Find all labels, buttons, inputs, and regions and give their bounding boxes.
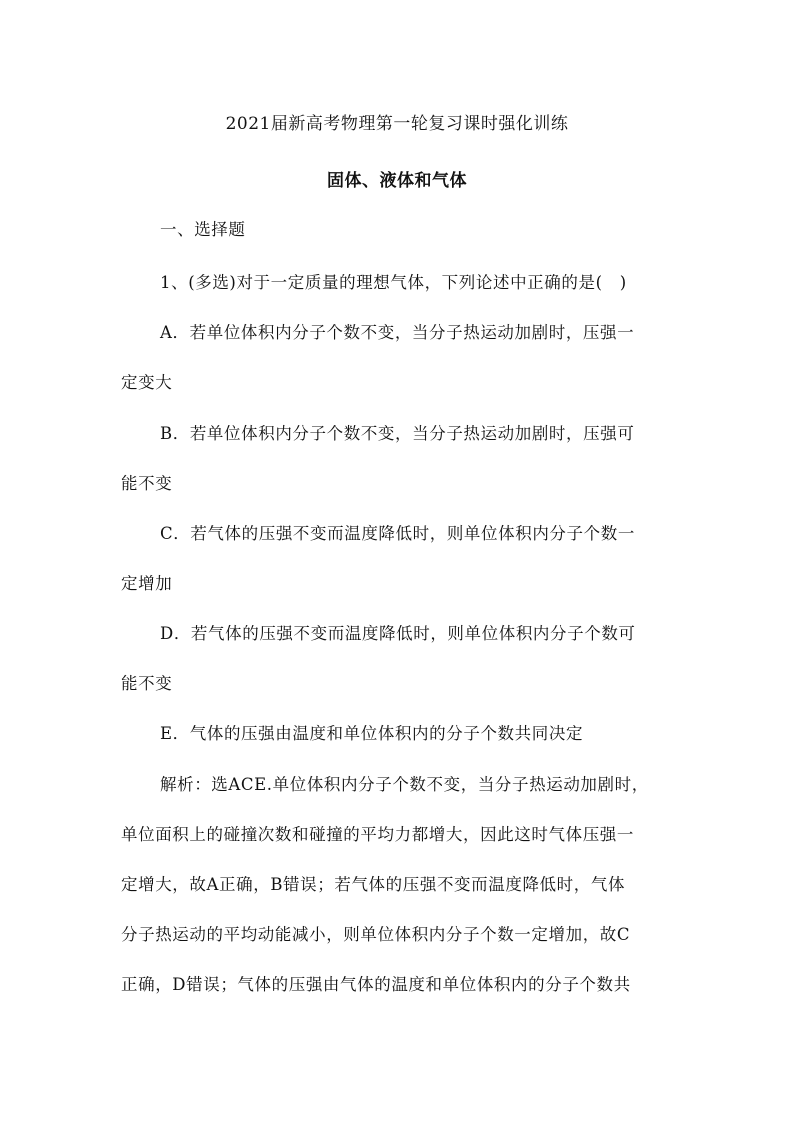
option-a-line2: 定变大: [121, 373, 173, 392]
option-c-line1: C．若气体的压强不变而温度降低时，则单位体积内分子个数一: [160, 524, 635, 543]
analysis-line: 单位面积上的碰撞次数和碰撞的平均力都增大，因此这时气体压强一: [121, 825, 634, 844]
analysis-line: 正确，D错误；气体的压强由气体的温度和单位体积内的分子个数共: [121, 975, 631, 994]
section-heading: 一、选择题: [160, 220, 246, 239]
option-a-line1: A．若单位体积内分子个数不变，当分子热运动加剧时，压强一: [160, 323, 635, 342]
option-d-line2: 能不变: [121, 674, 173, 693]
analysis-line: 分子热运动的平均动能减小，则单位体积内分子个数一定增加，故C: [121, 925, 631, 944]
document-title: 2021届新高考物理第一轮复习课时强化训练: [225, 114, 569, 134]
option-e-line1: E．气体的压强由温度和单位体积内的分子个数共同决定: [160, 724, 584, 743]
option-c-line2: 定增加: [121, 574, 173, 593]
analysis-line: 定增大，故A正确，B错误；若气体的压强不变而温度降低时，气体: [121, 875, 626, 894]
analysis-line: 解析：选ACE.单位体积内分子个数不变，当分子热运动加剧时，: [160, 775, 649, 794]
document-subtitle: 固体、液体和气体: [327, 171, 467, 191]
option-b-line1: B．若单位体积内分子个数不变，当分子热运动加剧时，压强可: [160, 424, 635, 443]
option-b-line2: 能不变: [121, 474, 173, 493]
question-stem: 1、(多选)对于一定质量的理想气体，下列论述中正确的是( ): [160, 273, 627, 292]
option-d-line1: D．若气体的压强不变而温度降低时，则单位体积内分子个数可: [160, 624, 636, 643]
